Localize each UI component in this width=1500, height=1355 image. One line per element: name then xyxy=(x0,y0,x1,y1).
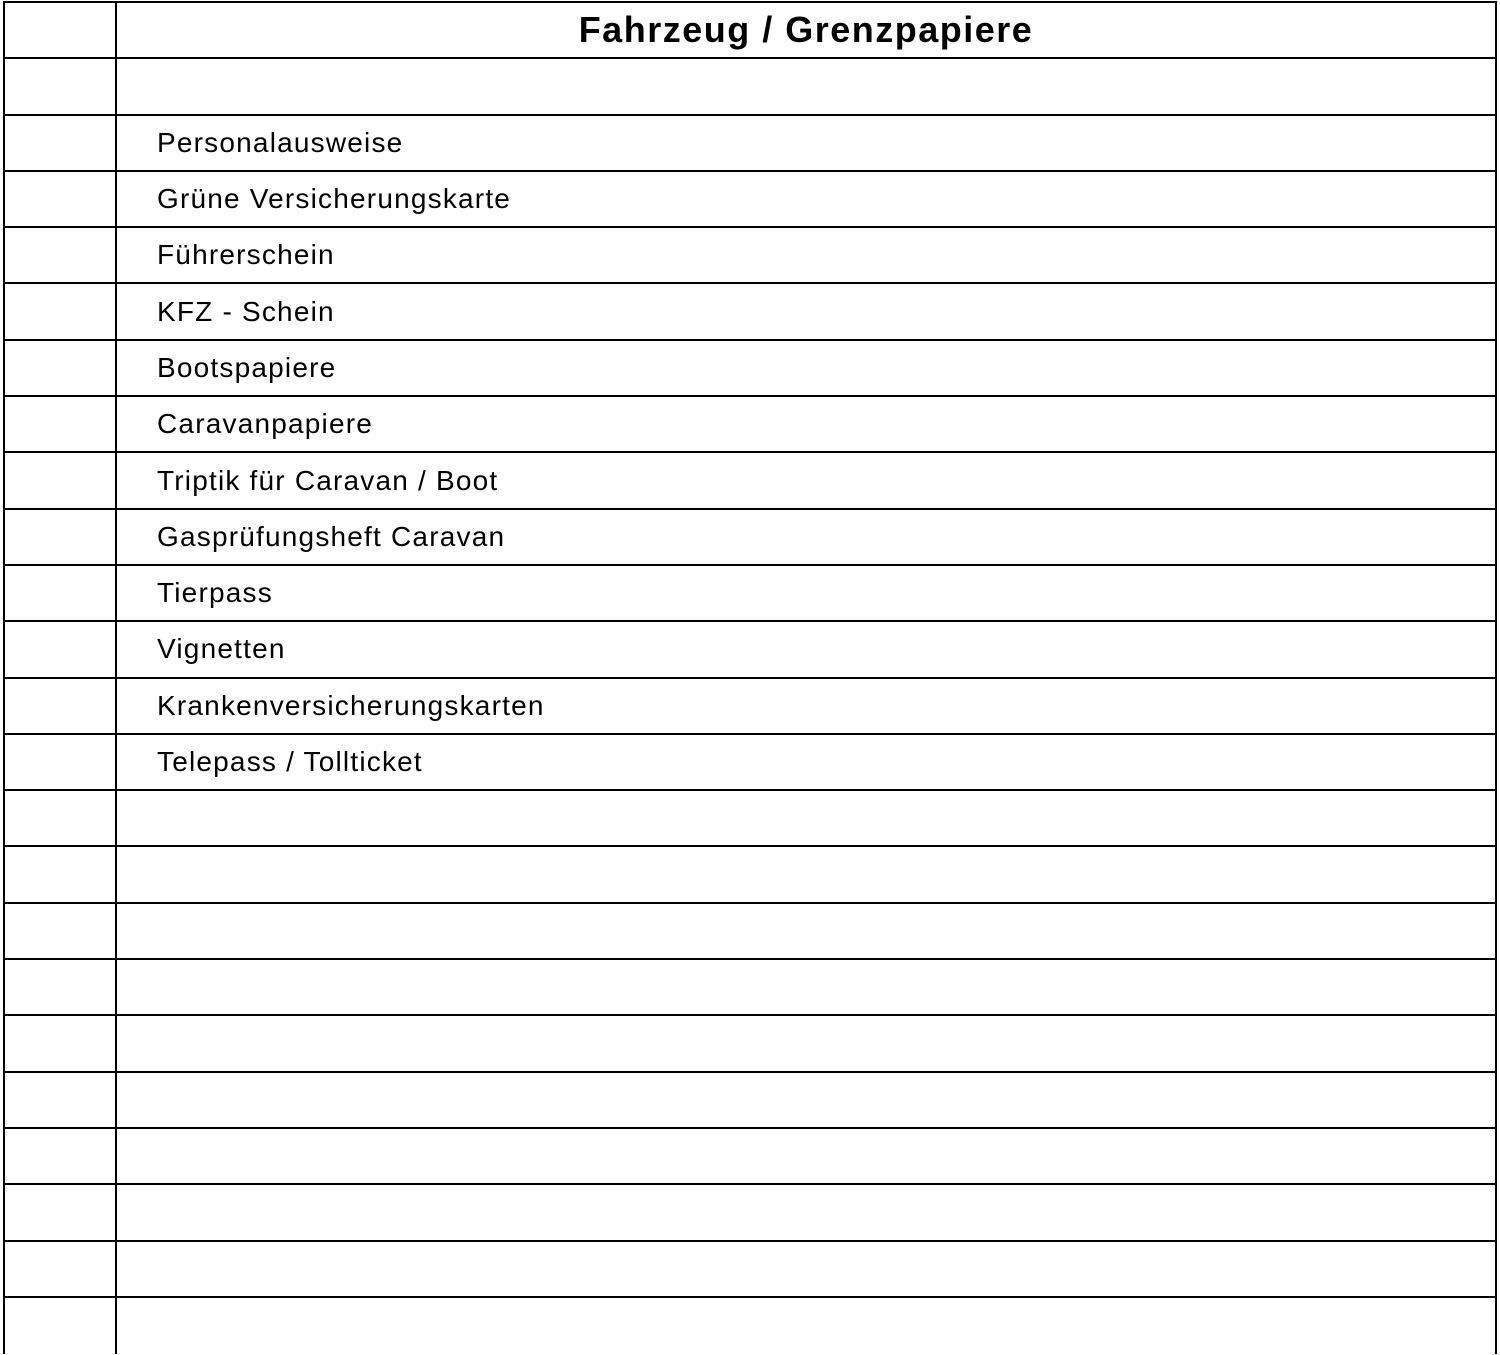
checkbox-cell[interactable] xyxy=(5,341,117,395)
checkbox-cell[interactable] xyxy=(5,453,117,507)
checkbox-cell[interactable] xyxy=(5,284,117,338)
table-row xyxy=(5,679,1495,735)
table-row xyxy=(5,1298,1495,1354)
checkbox-cell[interactable] xyxy=(5,116,117,170)
table-row xyxy=(5,847,1495,903)
checkbox-cell[interactable] xyxy=(5,791,117,845)
checkbox-cell[interactable] xyxy=(5,397,117,451)
item-label xyxy=(117,960,1495,1014)
checkbox-cell[interactable] xyxy=(5,172,117,226)
item-label: Grüne Versicherungskarte xyxy=(157,183,512,215)
header-check-cell xyxy=(5,3,117,57)
item-label xyxy=(117,1016,1495,1070)
checkbox-cell[interactable] xyxy=(5,622,117,676)
checkbox-cell[interactable] xyxy=(5,847,117,901)
table-row xyxy=(5,59,1495,115)
item-label: Tierpass xyxy=(157,577,273,609)
item-label: Bootspapiere xyxy=(157,351,337,383)
table-row xyxy=(5,453,1495,509)
table-row xyxy=(5,1129,1495,1185)
checkbox-cell[interactable] xyxy=(5,1073,117,1127)
page-title: Fahrzeug / Grenzpapiere xyxy=(578,9,1034,51)
checkbox-cell[interactable] xyxy=(5,1016,117,1070)
table-row xyxy=(5,960,1495,1016)
table-row xyxy=(5,791,1495,847)
item-label xyxy=(117,1242,1495,1296)
item-label: Caravanpapiere xyxy=(157,408,374,440)
item-label xyxy=(117,791,1495,845)
checklist-table xyxy=(3,1,1497,1354)
checkbox-cell[interactable] xyxy=(5,228,117,282)
table-row xyxy=(5,566,1495,622)
item-label: Vignetten xyxy=(157,633,286,665)
table-row xyxy=(5,510,1495,566)
table-row xyxy=(5,116,1495,172)
table-row xyxy=(5,1073,1495,1129)
checkbox-cell[interactable] xyxy=(5,510,117,564)
item-label xyxy=(117,1298,1495,1354)
table-row xyxy=(5,284,1495,340)
item-label xyxy=(117,847,1495,901)
item-label xyxy=(117,1185,1495,1239)
table-row xyxy=(5,341,1495,397)
item-label: Personalausweise xyxy=(157,126,404,158)
header-row xyxy=(5,3,1495,59)
checkbox-cell[interactable] xyxy=(5,1298,117,1354)
checkbox-cell[interactable] xyxy=(5,59,117,113)
table-row xyxy=(5,1242,1495,1298)
table-row xyxy=(5,172,1495,228)
table-row xyxy=(5,735,1495,791)
item-label: Triptik für Caravan / Boot xyxy=(157,464,499,496)
item-label xyxy=(117,1129,1495,1183)
checkbox-cell[interactable] xyxy=(5,679,117,733)
item-label xyxy=(117,59,1495,113)
checkbox-cell[interactable] xyxy=(5,566,117,620)
checkbox-cell[interactable] xyxy=(5,960,117,1014)
checkbox-cell[interactable] xyxy=(5,1185,117,1239)
item-label: KFZ - Schein xyxy=(157,295,335,327)
checkbox-cell[interactable] xyxy=(5,904,117,958)
table-row xyxy=(5,397,1495,453)
table-row xyxy=(5,904,1495,960)
table-row xyxy=(5,622,1495,678)
checkbox-cell[interactable] xyxy=(5,1129,117,1183)
table-row xyxy=(5,1185,1495,1241)
checkbox-cell[interactable] xyxy=(5,1242,117,1296)
item-label xyxy=(117,904,1495,958)
checkbox-cell[interactable] xyxy=(5,735,117,789)
table-row xyxy=(5,228,1495,284)
item-label: Führerschein xyxy=(157,239,335,271)
item-label xyxy=(117,1073,1495,1127)
item-label: Gasprüfungsheft Caravan xyxy=(157,520,506,552)
item-label: Krankenversicherungskarten xyxy=(157,689,545,721)
item-label: Telepass / Tollticket xyxy=(157,746,423,777)
table-row xyxy=(5,1016,1495,1072)
